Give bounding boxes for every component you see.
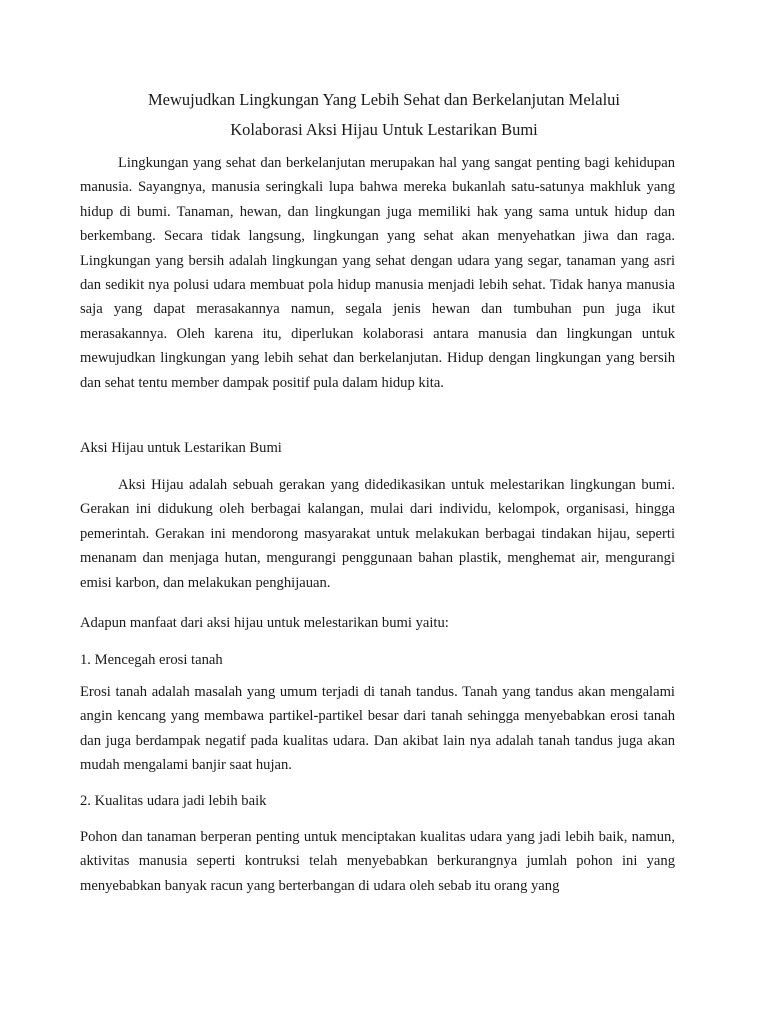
benefit-heading-1: 1. Mencegah erosi tanah [80, 652, 223, 668]
aksi-hijau-paragraph: Aksi Hijau adalah sebuah gerakan yang didedikasikan untuk melestarikan lingkungan bumi. Gerakan ini didukung oleh berbagai kalangan, mulai dari individu, kelompok, organisasi, hingga pemerintah. Gerakan ini mendorong masyarakat untuk melakukan berbagai tindakan hijau, seperti menanam dan menjaga hutan, mengurangi penggunaan bahan plastik, menghemat air, mengurangi emisi karbon, dan melakukan penghijauan. [80, 477, 675, 591]
benefit-paragraph-2: Pohon dan tanaman berperan penting untuk menciptakan kualitas udara yang jadi lebih baik, namun, aktivitas manusia seperti kontruksi telah menyebabkan berkurangnya jumlah pohon ini yang menyebabkan banyak racun yang berterbangan di udara oleh sebab itu orang yang [80, 829, 675, 894]
document-title-line-1: Mewujudkan Lingkungan Yang Lebih Sehat dan Berkelanjutan Melalui [148, 90, 620, 109]
document-title-line-2: Kolaborasi Aksi Hijau Untuk Lestarikan Bumi [230, 120, 538, 139]
section-heading-aksi-hijau: Aksi Hijau untuk Lestarikan Bumi [80, 440, 282, 456]
intro-paragraph: Lingkungan yang sehat dan berkelanjutan merupakan hal yang sangat penting bagi kehidupan manusia. Sayangnya, manusia seringkali lupa bahwa mereka bukanlah satu-satunya makhluk yang hidup di bumi. Tanaman, hewan, dan lingkungan juga memiliki hak yang sama untuk hidup dan berkembang. Secara tidak langsung, lingkungan yang sehat akan menyehatkan jiwa dan raga. Lingkungan yang bersih adalah lingkungan yang sehat dengan udara yang segar, tanaman yang asri dan sedikit nya polusi udara membuat pola hidup manusia menjadi lebih sehat. Tidak hanya manusia saja yang dapat merasakannya namun, segala jenis hewan dan tumbuhan pun juga ikut merasakannya. Oleh karena itu, diperlukan kolaborasi antara manusia dan lingkungan untuk mewujudkan lingkungan yang lebih sehat dan berkelanjutan. Hidup dengan lingkungan yang bersih dan sehat tentu member dampak positif pula dalam hidup kita. [80, 155, 675, 391]
benefit-paragraph-1: Erosi tanah adalah masalah yang umum terjadi di tanah tandus. Tanah yang tandus akan mengalami angin kencang yang membawa partikel-partikel besar dari tanah sehingga menyebabkan erosi tanah dan juga berdampak negatif pada kualitas udara. Dan akibat lain nya adalah tanah tandus juga akan mudah mengalami banjir saat hujan. [80, 684, 675, 774]
benefits-intro-paragraph: Adapun manfaat dari aksi hijau untuk melestarikan bumi yaitu: [80, 615, 449, 631]
benefit-heading-2: 2. Kualitas udara jadi lebih baik [80, 793, 267, 809]
